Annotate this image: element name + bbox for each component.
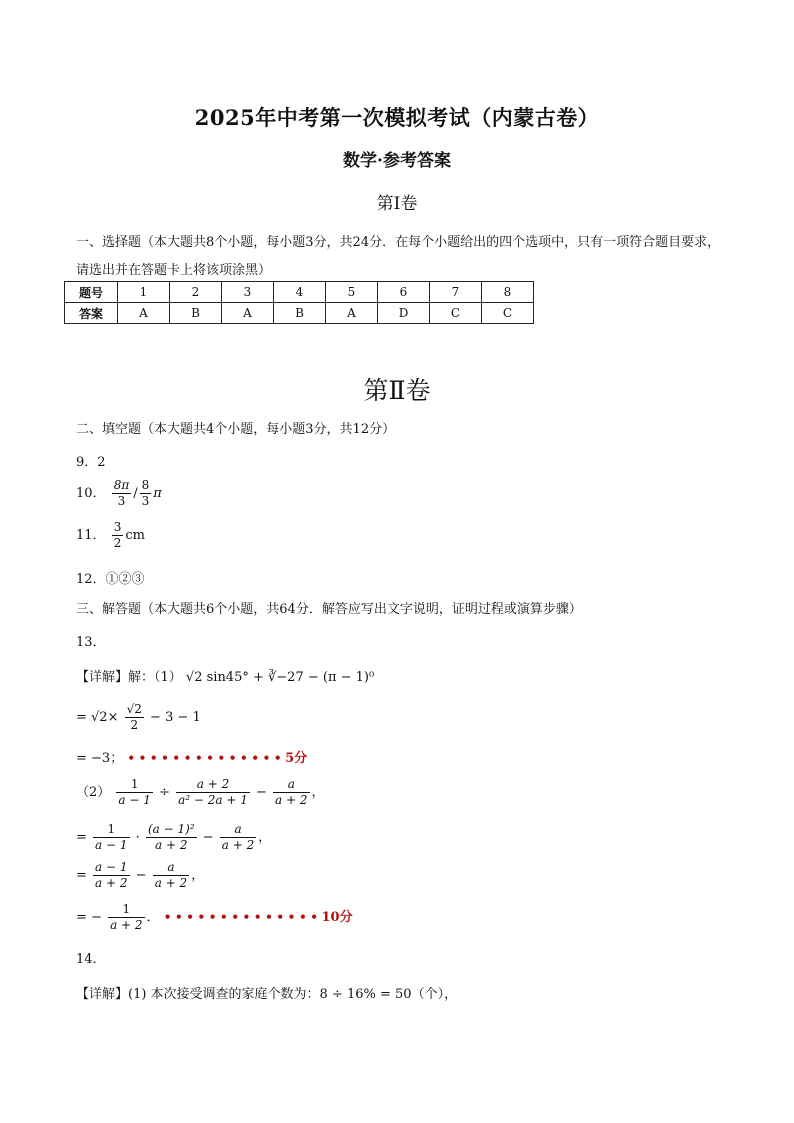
score-dots: •••••••••••••• — [163, 910, 322, 924]
q13-step1 — [76, 702, 201, 733]
numerator: a − 1 — [95, 860, 128, 874]
score-dots: •••••••••••••• — [127, 751, 286, 765]
denominator: 2 — [130, 718, 139, 732]
punctuation: ， — [258, 830, 272, 845]
fraction — [220, 822, 256, 853]
denominator: a − 1 — [95, 838, 128, 852]
table-cell: C — [482, 303, 534, 324]
denominator: a + 2 — [110, 918, 143, 932]
q13-part2-step2 — [76, 860, 204, 891]
numerator: a — [153, 860, 189, 876]
fraction — [108, 902, 144, 933]
operator: = — [76, 830, 87, 845]
table-cell: C — [430, 303, 482, 324]
section-three-heading: 三、解答题（本大题共6个小题，共64分．解答应写出文字说明，证明过程或演算步骤） — [76, 602, 582, 617]
operator: − — [256, 785, 267, 800]
table-cell: 6 — [378, 282, 430, 303]
table-cell: 1 — [118, 282, 170, 303]
volume-two-heading: 第Ⅱ卷 — [363, 376, 431, 405]
operator: ÷ — [159, 785, 170, 800]
q13-part1 — [76, 666, 374, 685]
page-subtitle: 数学·参考答案 — [343, 151, 451, 171]
expression: = √2× — [76, 710, 119, 725]
fraction — [140, 478, 152, 509]
answer-q9: 9．2 — [76, 455, 106, 470]
expression: √2 sin45° + ∛−27 − (π − 1)⁰ — [185, 670, 375, 685]
punctuation: ， — [191, 868, 205, 883]
table-cell: 5 — [326, 282, 378, 303]
fraction — [176, 777, 250, 808]
section-two-heading: 二、填空题（本大题共4个小题，每小题3分，共12分） — [76, 422, 396, 437]
answer-q12: 12．①②③ — [76, 572, 145, 587]
table-row — [65, 282, 534, 303]
table-cell: 3 — [222, 282, 274, 303]
punctuation: ， — [311, 785, 325, 800]
expression: − 3 − 1 — [150, 710, 201, 725]
operator: − — [135, 868, 147, 883]
table-cell: 7 — [430, 282, 482, 303]
q14-detail: 【详解】(1) 本次接受调查的家庭个数为：8 ÷ 16% = 50（个）， — [76, 987, 458, 1002]
score-label: 10分 — [321, 910, 353, 925]
table-header-cell: 题号 — [65, 282, 118, 303]
q13-result1 — [76, 747, 307, 766]
denominator: 3 — [117, 494, 126, 508]
numerator: a — [273, 777, 309, 793]
table-cell: 2 — [170, 282, 222, 303]
answer-q11 — [76, 520, 145, 551]
table-row — [65, 303, 534, 324]
table-cell: B — [274, 303, 326, 324]
table-cell: A — [118, 303, 170, 324]
fraction — [146, 822, 197, 853]
numerator: 3 — [113, 520, 122, 534]
volume-one-heading: 第Ⅰ卷 — [376, 194, 418, 214]
denominator: a + 2 — [275, 793, 308, 807]
fraction — [125, 702, 144, 733]
table-cell: A — [222, 303, 274, 324]
result: = −3； — [76, 751, 124, 766]
table-cell: 4 — [274, 282, 326, 303]
answer-q10 — [76, 478, 162, 509]
fraction — [93, 860, 129, 891]
score-label: 5分 — [285, 751, 308, 766]
section-one-heading: 一、选择题（本大题共8个小题，每小题3分，共24分．在每个小题给出的四个选项中，只有一项符合题目要求，请选出并在答题卡上将该项涂黑） — [76, 235, 721, 278]
fraction — [116, 777, 152, 808]
question-14-label: 14． — [76, 952, 106, 967]
denominator: a − 1 — [118, 793, 151, 807]
q13-part2 — [76, 777, 325, 808]
question-number: 10． — [76, 486, 106, 501]
operator: = − — [76, 910, 102, 925]
part-label: （2） — [76, 785, 111, 800]
numerator: a + 2 — [176, 777, 250, 793]
page-title: 2025年中考第一次模拟考试（内蒙古卷） — [194, 105, 600, 130]
table-header-cell: 答案 — [65, 303, 118, 324]
detail-label: 【详解】解：（1） — [76, 670, 182, 685]
question-13-label: 13． — [76, 635, 106, 650]
separator: / — [133, 486, 138, 501]
q13-part2-step1 — [76, 822, 271, 853]
punctuation: ． — [146, 910, 160, 925]
numerator: 8 — [141, 478, 150, 492]
operator: · — [135, 830, 140, 845]
q13-result2 — [76, 902, 353, 933]
operator: = — [76, 868, 87, 883]
denominator: a + 2 — [95, 876, 128, 890]
fraction — [112, 478, 132, 509]
numerator: 1 — [116, 777, 152, 793]
question-number: 11． — [76, 528, 106, 543]
fraction — [273, 777, 309, 808]
denominator: 3 — [141, 494, 150, 508]
table-cell: 8 — [482, 282, 534, 303]
operator: − — [202, 830, 214, 845]
denominator: a² − 2a + 1 — [178, 793, 248, 807]
numerator: 1 — [93, 822, 129, 838]
denominator: a + 2 — [221, 838, 255, 852]
answer-table — [64, 281, 534, 324]
numerator: a — [220, 822, 256, 838]
fraction — [93, 822, 129, 853]
denominator: a + 2 — [155, 838, 188, 852]
unit: cm — [125, 528, 145, 543]
pi-symbol: π — [153, 486, 162, 501]
table-cell: B — [170, 303, 222, 324]
numerator: 8π — [113, 478, 130, 492]
denominator: 2 — [113, 536, 122, 550]
numerator: (a − 1)² — [147, 822, 195, 836]
table-cell: A — [326, 303, 378, 324]
denominator: a + 2 — [154, 876, 188, 890]
fraction — [153, 860, 189, 891]
fraction — [112, 520, 124, 551]
numerator: √2 — [126, 702, 142, 716]
table-cell: D — [378, 303, 430, 324]
numerator: 1 — [108, 902, 144, 918]
